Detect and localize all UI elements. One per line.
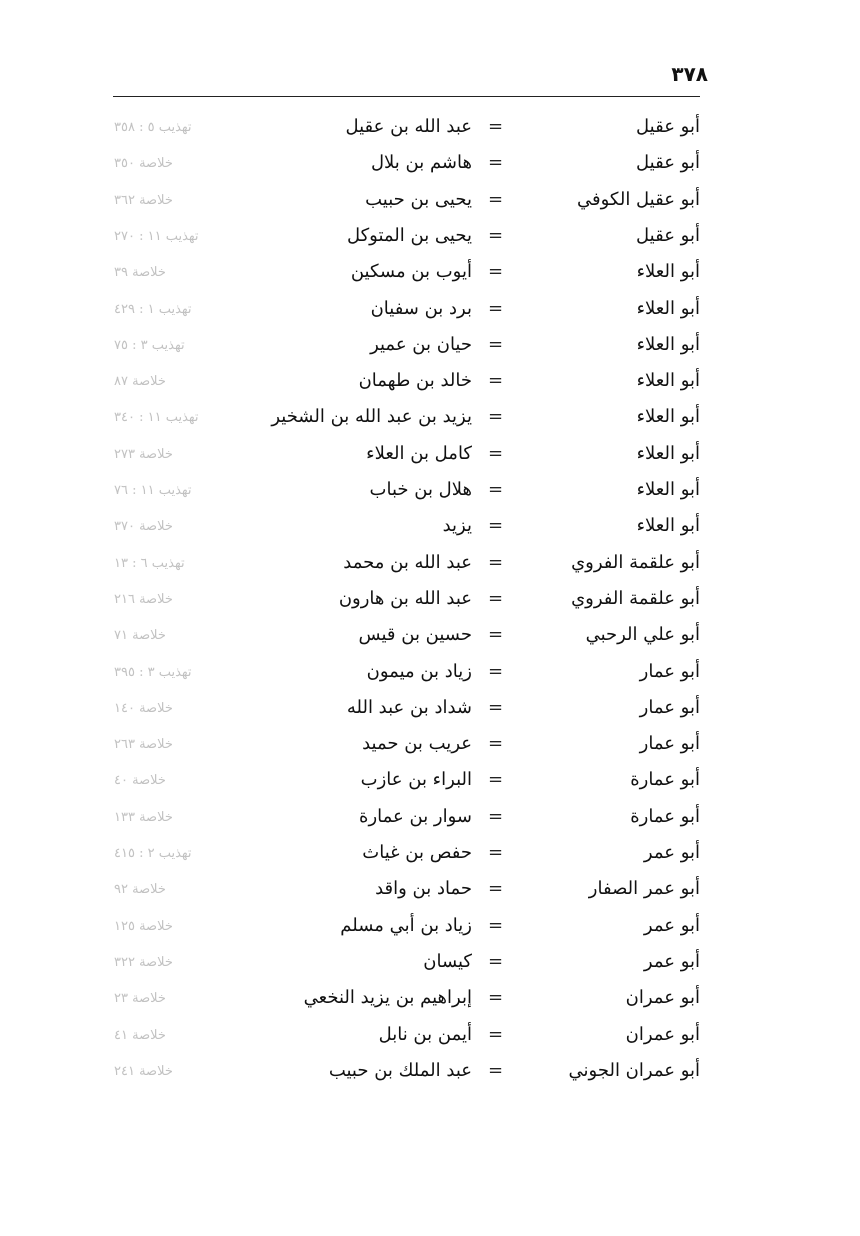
kunya-label: أبو عمران	[625, 1023, 700, 1045]
equals-sign: =	[488, 515, 504, 537]
source-reference: تهذيب ١١ : ٧٦	[114, 483, 192, 498]
source-reference: خلاصة ٣٥٠	[114, 156, 173, 172]
list-item	[100, 947, 700, 983]
list-item	[100, 802, 700, 838]
source-reference: خلاصة ١٣٣	[114, 809, 173, 825]
kunya-label: أبو العلاء	[636, 406, 700, 428]
source-reference: خلاصة ٢١٦	[114, 591, 173, 607]
equals-sign: =	[488, 188, 504, 210]
source-reference: خلاصة ٢٣	[114, 991, 166, 1007]
kunya-label: أبو العلاء	[636, 333, 700, 355]
equals-sign: =	[488, 696, 504, 718]
equals-sign: =	[488, 950, 504, 972]
equals-sign: =	[488, 479, 504, 500]
full-name: يحيى بن المتوكل	[346, 224, 472, 246]
source-reference: خلاصة ٤١	[114, 1027, 166, 1043]
kunya-label: أبو عمار	[639, 660, 700, 682]
list-item	[100, 148, 700, 184]
list-item	[100, 548, 700, 584]
full-name: برد بن سفيان	[370, 297, 472, 319]
full-name: يزيد بن عبد الله بن الشخير	[271, 406, 472, 428]
equals-sign: =	[488, 914, 504, 936]
source-reference: تهذيب ١١ : ٣٤٠	[114, 410, 199, 426]
list-item	[100, 185, 700, 221]
kunya-label: أبو العلاء	[636, 479, 700, 500]
full-name: حيان بن عمير	[370, 333, 472, 355]
list-item	[100, 729, 700, 765]
source-reference: خلاصة ٧١	[114, 628, 166, 644]
kunya-label: أبو عمر	[643, 914, 700, 936]
kunya-label: أبو علقمة الفروي	[571, 587, 700, 609]
list-item	[100, 657, 700, 693]
source-reference: تهذيب ٣ : ٧٥	[114, 337, 185, 353]
kunya-label: أبو العلاء	[636, 297, 700, 319]
kunya-label: أبو عمارة	[630, 805, 700, 827]
list-item	[100, 838, 700, 874]
source-reference: خلاصة ١٤٠	[114, 700, 173, 716]
equals-sign: =	[488, 987, 504, 1009]
kunya-label: أبو العلاء	[636, 442, 700, 464]
kunya-label: أبو عمر الصفار	[588, 878, 700, 900]
full-name: عبد الله بن محمد	[343, 551, 472, 573]
full-name: أيمن بن نابل	[378, 1023, 472, 1045]
kunya-label: أبو العلاء	[636, 370, 700, 392]
list-item	[100, 765, 700, 801]
kunya-label: أبو علي الرحبي	[585, 624, 700, 646]
source-reference: خلاصة ٤٠	[114, 773, 166, 789]
equals-sign: =	[488, 551, 504, 573]
source-reference: خلاصة ٣٩	[114, 265, 166, 281]
equals-sign: =	[488, 660, 504, 682]
list-item	[100, 584, 700, 620]
list-item	[100, 511, 700, 547]
list-item	[100, 221, 700, 257]
list-item	[100, 257, 700, 293]
source-reference: خلاصة ٣٢٢	[114, 954, 173, 970]
source-reference: خلاصة ٩٢	[114, 882, 166, 898]
full-name: البراء بن عازب	[360, 769, 472, 791]
source-reference: خلاصة ٢٧٣	[114, 446, 173, 462]
equals-sign: =	[488, 224, 504, 246]
source-reference: خلاصة ٣٧٠	[114, 519, 173, 535]
source-reference: تهذيب ٢ : ٤١٥	[114, 846, 192, 861]
entries-list	[100, 112, 700, 1092]
source-reference: تهذيب ٥ : ٣٥٨	[114, 120, 192, 135]
list-item	[100, 112, 700, 148]
list-item	[100, 620, 700, 656]
full-name: سوار بن عمارة	[359, 805, 472, 827]
header-rule	[113, 96, 700, 97]
list-item	[100, 294, 700, 330]
full-name: أيوب بن مسكين	[350, 261, 472, 283]
source-reference: خلاصة ٣٦٢	[114, 192, 173, 208]
full-name: كامل بن العلاء	[366, 442, 472, 464]
full-name: يزيد	[442, 515, 472, 537]
list-item	[100, 693, 700, 729]
full-name: عبد الله بن عقيل	[345, 116, 472, 137]
equals-sign: =	[488, 769, 504, 791]
full-name: زياد بن ميمون	[366, 660, 472, 682]
kunya-label: أبو عمر	[643, 950, 700, 972]
equals-sign: =	[488, 297, 504, 319]
kunya-label: أبو عقيل	[636, 224, 700, 246]
full-name: شداد بن عبد الله	[346, 696, 472, 718]
full-name: هاشم بن بلال	[370, 152, 472, 174]
equals-sign: =	[488, 116, 504, 137]
source-reference: خلاصة ٢٤١	[114, 1063, 173, 1079]
equals-sign: =	[488, 442, 504, 464]
full-name: عبد الله بن هارون	[338, 587, 472, 609]
full-name: حفص بن غياث	[362, 842, 472, 863]
source-reference: تهذيب ٣ : ٣٩٥	[114, 664, 192, 680]
full-name: خالد بن طهمان	[358, 370, 472, 392]
list-item	[100, 475, 700, 511]
list-item	[100, 366, 700, 402]
full-name: إبراهيم بن يزيد النخعي	[303, 987, 472, 1009]
equals-sign: =	[488, 1023, 504, 1045]
kunya-label: أبو عقيل	[636, 116, 700, 137]
kunya-label: أبو عمر	[643, 842, 700, 863]
source-reference: تهذيب ١ : ٤٢٩	[114, 301, 192, 317]
list-item	[100, 1056, 700, 1092]
kunya-label: أبو عمار	[639, 733, 700, 755]
full-name: هلال بن خباب	[369, 479, 472, 500]
list-item	[100, 1020, 700, 1056]
equals-sign: =	[488, 406, 504, 428]
kunya-label: أبو عمار	[639, 696, 700, 718]
equals-sign: =	[488, 587, 504, 609]
source-reference: خلاصة ١٢٥	[114, 918, 173, 934]
full-name: كيسان	[423, 950, 472, 972]
source-reference: خلاصة ٢٦٣	[114, 737, 173, 753]
equals-sign: =	[488, 261, 504, 283]
list-item	[100, 439, 700, 475]
kunya-label: أبو علقمة الفروي	[571, 551, 700, 573]
source-reference: خلاصة ٨٧	[114, 374, 166, 390]
kunya-label: أبو عمران الجوني	[568, 1059, 700, 1081]
kunya-label: أبو العلاء	[636, 515, 700, 537]
equals-sign: =	[488, 733, 504, 755]
equals-sign: =	[488, 878, 504, 900]
full-name: زياد بن أبي مسلم	[340, 914, 472, 936]
equals-sign: =	[488, 624, 504, 646]
kunya-label: أبو عقيل	[636, 152, 700, 174]
list-item	[100, 330, 700, 366]
equals-sign: =	[488, 333, 504, 355]
kunya-label: أبو العلاء	[636, 261, 700, 283]
full-name: عبد الملك بن حبيب	[328, 1059, 472, 1081]
list-item	[100, 983, 700, 1019]
equals-sign: =	[488, 152, 504, 174]
full-name: يحيى بن حبيب	[365, 188, 472, 210]
kunya-label: أبو عمارة	[630, 769, 700, 791]
full-name: حسين بن قيس	[358, 624, 472, 646]
list-item	[100, 874, 700, 910]
full-name: حماد بن واقد	[375, 878, 472, 900]
page-number: ٣٧٨	[671, 62, 708, 86]
equals-sign: =	[488, 370, 504, 392]
list-item	[100, 911, 700, 947]
equals-sign: =	[488, 805, 504, 827]
source-reference: تهذيب ٦ : ١٣	[114, 555, 185, 571]
equals-sign: =	[488, 842, 504, 863]
list-item	[100, 402, 700, 438]
full-name: عريب بن حميد	[362, 733, 472, 755]
kunya-label: أبو عقيل الكوفي	[577, 188, 700, 210]
source-reference: تهذيب ١١ : ٢٧٠	[114, 228, 199, 244]
kunya-label: أبو عمران	[625, 987, 700, 1009]
equals-sign: =	[488, 1059, 504, 1081]
